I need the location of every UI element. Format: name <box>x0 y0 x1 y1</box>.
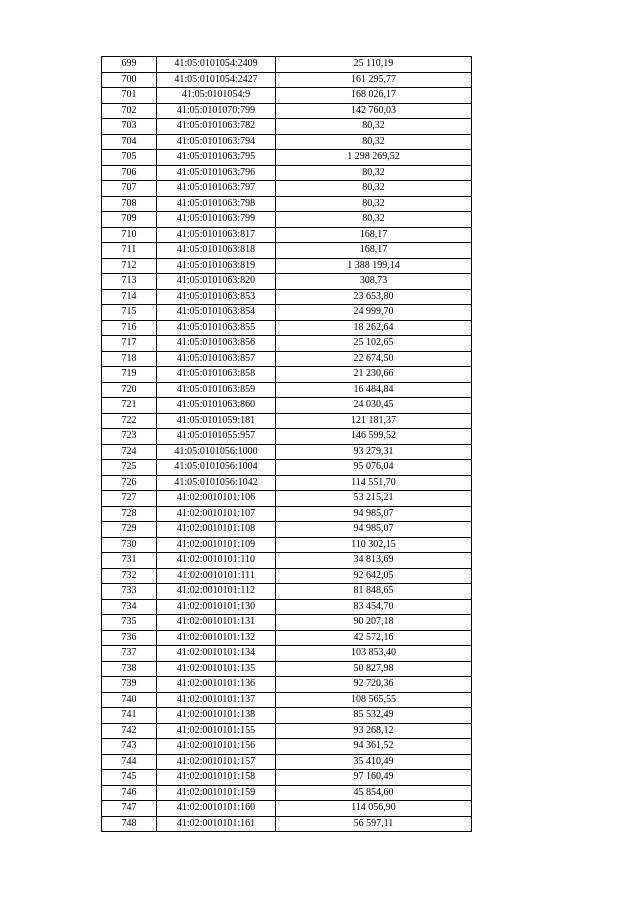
cadastral-number-cell: 41:05:0101063:817 <box>157 227 276 243</box>
table-row <box>102 103 472 119</box>
cadastral-value-cell: 161 295,77 <box>276 72 472 88</box>
cadastral-number-cell: 41:05:0101056:1000 <box>157 444 276 460</box>
cadastral-number-cell: 41:05:0101063:818 <box>157 243 276 259</box>
row-number-cell: 713 <box>102 274 157 290</box>
cadastral-value-cell: 94 985,07 <box>276 522 472 538</box>
row-number-cell: 723 <box>102 429 157 445</box>
row-number-cell: 733 <box>102 584 157 600</box>
cadastral-value-cell: 35 410,49 <box>276 754 472 770</box>
cadastral-value-cell: 114 551,70 <box>276 475 472 491</box>
row-number-cell: 722 <box>102 413 157 429</box>
table-row <box>102 553 472 569</box>
cadastral-number-cell: 41:02:0010101:138 <box>157 708 276 724</box>
table-row <box>102 677 472 693</box>
cadastral-value-cell: 80,32 <box>276 212 472 228</box>
cadastral-number-cell: 41:02:0010101:109 <box>157 537 276 553</box>
table-row <box>102 754 472 770</box>
row-number-cell: 717 <box>102 336 157 352</box>
row-number-cell: 735 <box>102 615 157 631</box>
row-number-cell: 738 <box>102 661 157 677</box>
cadastral-value-cell: 53 215,21 <box>276 491 472 507</box>
row-number-cell: 730 <box>102 537 157 553</box>
cadastral-number-cell: 41:02:0010101:159 <box>157 785 276 801</box>
cadastral-value-cell: 34 813,69 <box>276 553 472 569</box>
row-number-cell: 728 <box>102 506 157 522</box>
cadastral-number-cell: 41:05:0101063:798 <box>157 196 276 212</box>
row-number-cell: 705 <box>102 150 157 166</box>
cadastral-value-cell: 108 565,55 <box>276 692 472 708</box>
table-row <box>102 599 472 615</box>
cadastral-number-cell: 41:05:0101063:782 <box>157 119 276 135</box>
row-number-cell: 701 <box>102 88 157 104</box>
row-number-cell: 744 <box>102 754 157 770</box>
cadastral-number-cell: 41:05:0101063:860 <box>157 398 276 414</box>
cadastral-value-cell: 21 230,66 <box>276 367 472 383</box>
cadastral-value-cell: 23 653,80 <box>276 289 472 305</box>
row-number-cell: 746 <box>102 785 157 801</box>
row-number-cell: 745 <box>102 770 157 786</box>
row-number-cell: 742 <box>102 723 157 739</box>
cadastral-number-cell: 41:02:0010101:111 <box>157 568 276 584</box>
cadastral-value-cell: 24 030,45 <box>276 398 472 414</box>
cadastral-value-cell: 56 597,11 <box>276 816 472 832</box>
row-number-cell: 737 <box>102 646 157 662</box>
table-row <box>102 258 472 274</box>
table-row <box>102 584 472 600</box>
cadastral-value-cell: 85 532,49 <box>276 708 472 724</box>
table-row <box>102 444 472 460</box>
table-row <box>102 615 472 631</box>
table-row <box>102 785 472 801</box>
table-row <box>102 305 472 321</box>
row-number-cell: 704 <box>102 134 157 150</box>
cadastral-number-cell: 41:05:0101063:857 <box>157 351 276 367</box>
row-number-cell: 719 <box>102 367 157 383</box>
table-row <box>102 630 472 646</box>
cadastral-number-cell: 41:05:0101056:1004 <box>157 460 276 476</box>
table-row <box>102 119 472 135</box>
table-row <box>102 243 472 259</box>
row-number-cell: 736 <box>102 630 157 646</box>
cadastral-number-cell: 41:02:0010101:112 <box>157 584 276 600</box>
row-number-cell: 743 <box>102 739 157 755</box>
cadastral-number-cell: 41:05:0101063:797 <box>157 181 276 197</box>
row-number-cell: 699 <box>102 57 157 73</box>
cadastral-number-cell: 41:02:0010101:161 <box>157 816 276 832</box>
table-row <box>102 367 472 383</box>
row-number-cell: 707 <box>102 181 157 197</box>
cadastral-number-cell: 41:02:0010101:155 <box>157 723 276 739</box>
cadastral-value-cell: 1 388 199,14 <box>276 258 472 274</box>
row-number-cell: 700 <box>102 72 157 88</box>
cadastral-number-cell: 41:05:0101054:2409 <box>157 57 276 73</box>
row-number-cell: 724 <box>102 444 157 460</box>
table-row <box>102 491 472 507</box>
cadastral-number-cell: 41:05:0101063:794 <box>157 134 276 150</box>
cadastral-value-cell: 83 454,70 <box>276 599 472 615</box>
row-number-cell: 729 <box>102 522 157 538</box>
cadastral-number-cell: 41:05:0101063:796 <box>157 165 276 181</box>
table-row <box>102 429 472 445</box>
row-number-cell: 718 <box>102 351 157 367</box>
table-row <box>102 274 472 290</box>
table-row <box>102 801 472 817</box>
table-row <box>102 212 472 228</box>
row-number-cell: 712 <box>102 258 157 274</box>
cadastral-value-cell: 24 999,70 <box>276 305 472 321</box>
table-row <box>102 506 472 522</box>
row-number-cell: 711 <box>102 243 157 259</box>
cadastral-number-cell: 41:02:0010101:158 <box>157 770 276 786</box>
row-number-cell: 706 <box>102 165 157 181</box>
row-number-cell: 708 <box>102 196 157 212</box>
row-number-cell: 740 <box>102 692 157 708</box>
cadastral-number-cell: 41:05:0101063:795 <box>157 150 276 166</box>
cadastral-number-cell: 41:05:0101054:2427 <box>157 72 276 88</box>
cadastral-value-cell: 42 572,16 <box>276 630 472 646</box>
cadastral-number-cell: 41:05:0101059:181 <box>157 413 276 429</box>
cadastral-value-cell: 121 181,37 <box>276 413 472 429</box>
table-row <box>102 134 472 150</box>
cadastral-value-cell: 93 279,31 <box>276 444 472 460</box>
cadastral-number-cell: 41:02:0010101:110 <box>157 553 276 569</box>
table-row <box>102 88 472 104</box>
row-number-cell: 739 <box>102 677 157 693</box>
table-row <box>102 661 472 677</box>
cadastral-value-cell: 146 599,52 <box>276 429 472 445</box>
cadastral-value-cell: 22 674,50 <box>276 351 472 367</box>
row-number-cell: 725 <box>102 460 157 476</box>
cadastral-value-cell: 92 720,36 <box>276 677 472 693</box>
cadastral-value-cell: 168,17 <box>276 227 472 243</box>
cadastral-number-cell: 41:05:0101063:855 <box>157 320 276 336</box>
cadastral-value-cell: 80,32 <box>276 165 472 181</box>
row-number-cell: 716 <box>102 320 157 336</box>
table-row <box>102 72 472 88</box>
cadastral-number-cell: 41:02:0010101:134 <box>157 646 276 662</box>
row-number-cell: 703 <box>102 119 157 135</box>
table-row <box>102 398 472 414</box>
cadastral-number-cell: 41:05:0101063:853 <box>157 289 276 305</box>
cadastral-number-cell: 41:05:0101063:820 <box>157 274 276 290</box>
cadastral-value-cell: 80,32 <box>276 134 472 150</box>
cadastral-value-cell: 80,32 <box>276 196 472 212</box>
cadastral-value-table <box>101 56 472 832</box>
table-row <box>102 537 472 553</box>
row-number-cell: 727 <box>102 491 157 507</box>
row-number-cell: 715 <box>102 305 157 321</box>
cadastral-number-cell: 41:02:0010101:137 <box>157 692 276 708</box>
cadastral-value-cell: 308,73 <box>276 274 472 290</box>
cadastral-value-cell: 80,32 <box>276 119 472 135</box>
row-number-cell: 726 <box>102 475 157 491</box>
table-row <box>102 196 472 212</box>
table-body <box>102 57 472 832</box>
cadastral-value-cell: 142 760,03 <box>276 103 472 119</box>
cadastral-number-cell: 41:02:0010101:156 <box>157 739 276 755</box>
cadastral-value-cell: 92 642,05 <box>276 568 472 584</box>
cadastral-value-cell: 81 848,65 <box>276 584 472 600</box>
table-row <box>102 57 472 73</box>
table-row <box>102 739 472 755</box>
cadastral-number-cell: 41:05:0101063:819 <box>157 258 276 274</box>
row-number-cell: 734 <box>102 599 157 615</box>
row-number-cell: 748 <box>102 816 157 832</box>
row-number-cell: 709 <box>102 212 157 228</box>
cadastral-value-cell: 18 262,64 <box>276 320 472 336</box>
cadastral-value-cell: 1 298 269,52 <box>276 150 472 166</box>
cadastral-number-cell: 41:02:0010101:106 <box>157 491 276 507</box>
row-number-cell: 731 <box>102 553 157 569</box>
cadastral-number-cell: 41:02:0010101:132 <box>157 630 276 646</box>
table-row <box>102 181 472 197</box>
row-number-cell: 702 <box>102 103 157 119</box>
table-row <box>102 723 472 739</box>
table-row <box>102 708 472 724</box>
cadastral-number-cell: 41:02:0010101:107 <box>157 506 276 522</box>
row-number-cell: 741 <box>102 708 157 724</box>
table-row <box>102 320 472 336</box>
table-row <box>102 770 472 786</box>
row-number-cell: 710 <box>102 227 157 243</box>
cadastral-value-cell: 95 076,04 <box>276 460 472 476</box>
cadastral-value-cell: 50 827,98 <box>276 661 472 677</box>
cadastral-number-cell: 41:02:0010101:130 <box>157 599 276 615</box>
row-number-cell: 720 <box>102 382 157 398</box>
table-row <box>102 227 472 243</box>
table-row <box>102 289 472 305</box>
cadastral-number-cell: 41:05:0101056:1042 <box>157 475 276 491</box>
cadastral-value-cell: 94 985,07 <box>276 506 472 522</box>
cadastral-value-cell: 25 110,19 <box>276 57 472 73</box>
row-number-cell: 721 <box>102 398 157 414</box>
table-row <box>102 460 472 476</box>
cadastral-value-cell: 90 207,18 <box>276 615 472 631</box>
cadastral-value-cell: 168,17 <box>276 243 472 259</box>
cadastral-number-cell: 41:05:0101054:9 <box>157 88 276 104</box>
cadastral-number-cell: 41:02:0010101:136 <box>157 677 276 693</box>
table-row <box>102 522 472 538</box>
cadastral-value-cell: 45 854,60 <box>276 785 472 801</box>
cadastral-number-cell: 41:02:0010101:160 <box>157 801 276 817</box>
cadastral-value-cell: 93 268,12 <box>276 723 472 739</box>
table-row <box>102 568 472 584</box>
cadastral-number-cell: 41:02:0010101:135 <box>157 661 276 677</box>
table-row <box>102 336 472 352</box>
row-number-cell: 714 <box>102 289 157 305</box>
table-row <box>102 413 472 429</box>
cadastral-value-cell: 168 026,17 <box>276 88 472 104</box>
table-row <box>102 165 472 181</box>
table-row <box>102 692 472 708</box>
cadastral-value-cell: 114 056,90 <box>276 801 472 817</box>
row-number-cell: 747 <box>102 801 157 817</box>
cadastral-number-cell: 41:05:0101063:856 <box>157 336 276 352</box>
table-row <box>102 646 472 662</box>
cadastral-number-cell: 41:02:0010101:108 <box>157 522 276 538</box>
cadastral-number-cell: 41:05:0101063:854 <box>157 305 276 321</box>
cadastral-number-cell: 41:02:0010101:131 <box>157 615 276 631</box>
cadastral-value-cell: 16 484,84 <box>276 382 472 398</box>
cadastral-value-cell: 25 102,65 <box>276 336 472 352</box>
cadastral-number-cell: 41:05:0101055:957 <box>157 429 276 445</box>
cadastral-number-cell: 41:05:0101070:799 <box>157 103 276 119</box>
table-row <box>102 475 472 491</box>
cadastral-value-cell: 94 361,52 <box>276 739 472 755</box>
table-row <box>102 351 472 367</box>
cadastral-value-cell: 80,32 <box>276 181 472 197</box>
table-row <box>102 150 472 166</box>
cadastral-number-cell: 41:05:0101063:858 <box>157 367 276 383</box>
table-row <box>102 382 472 398</box>
cadastral-number-cell: 41:05:0101063:799 <box>157 212 276 228</box>
cadastral-value-cell: 110 302,15 <box>276 537 472 553</box>
table-row <box>102 816 472 832</box>
cadastral-value-cell: 103 853,40 <box>276 646 472 662</box>
cadastral-value-cell: 97 160,49 <box>276 770 472 786</box>
cadastral-number-cell: 41:02:0010101:157 <box>157 754 276 770</box>
cadastral-number-cell: 41:05:0101063:859 <box>157 382 276 398</box>
row-number-cell: 732 <box>102 568 157 584</box>
